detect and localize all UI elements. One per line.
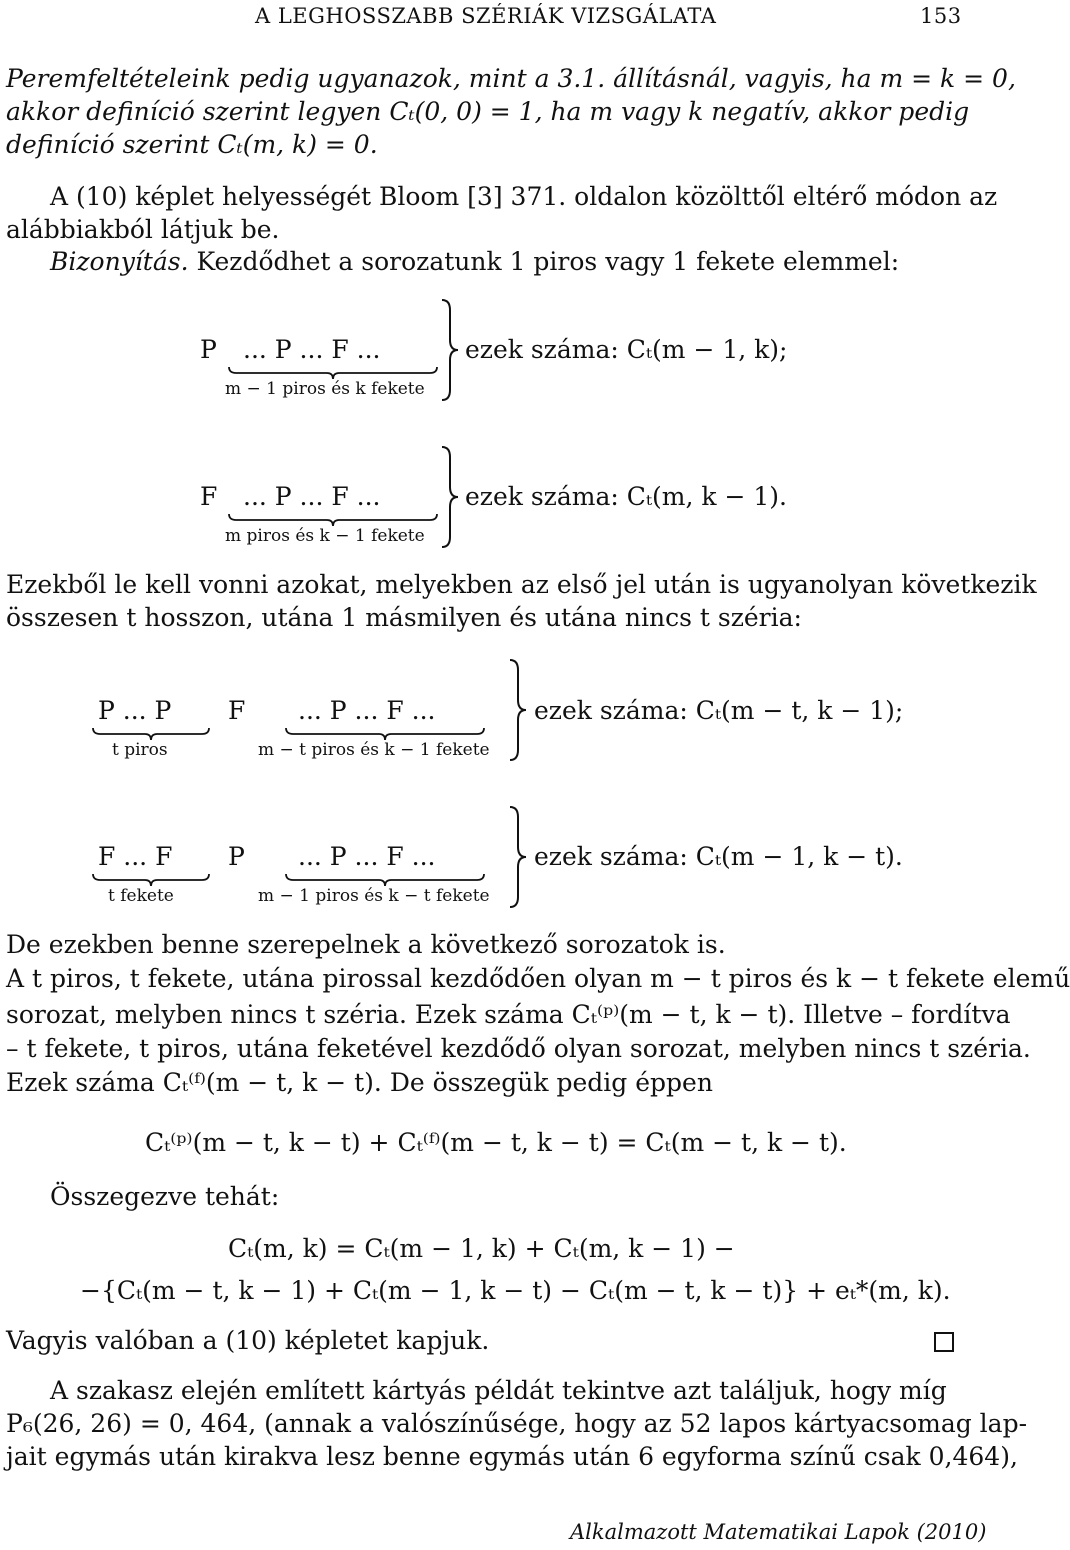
case4-under-label: m − 1 piros és k − t fekete [258, 886, 490, 906]
case2-group: ... P ... F ... [243, 482, 381, 511]
case3-count: ezek száma: Cₜ(m − t, k − 1); [534, 696, 904, 725]
case2-under-label: m piros és k − 1 fekete [225, 526, 425, 546]
case3-run-label: t piros [112, 740, 168, 760]
para1-line2: akkor definíció szerint legyen Cₜ(0, 0) = 1, ha m vagy k negatív, akkor pedig [6, 97, 970, 126]
case4-rightbrace [508, 805, 530, 909]
proof-line [50, 245, 899, 279]
equation-sum: Cₜ⁽ᵖ⁾(m − t, k − t) + Cₜ⁽ᶠ⁾(m − t, k − t) = Cₜ(m − t, k − t). [145, 1128, 847, 1157]
para5-line1: A szakasz elején említett kártyás példát tekintve azt találjuk, hogy míg [50, 1376, 947, 1405]
case4-count: ezek száma: Cₜ(m − 1, k − t). [534, 842, 903, 871]
case1-lead: P [200, 335, 217, 364]
summary-label: Összegezve tehát: [50, 1182, 280, 1211]
case3-under-label: m − t piros és k − 1 fekete [258, 740, 490, 760]
proof-label: Bizonyítás. [50, 247, 189, 276]
para3-line1: Ezekből le kell vonni azokat, melyekben az első jel után is ugyanolyan következik [6, 570, 1037, 599]
conclusion: Vagyis valóban a (10) képletet kapjuk. [6, 1326, 490, 1355]
case1-rightbrace [440, 298, 462, 402]
equation-final-line2: −{Cₜ(m − t, k − 1) + Cₜ(m − 1, k − t) − Cₜ(m − t, k − t)} + eₜ*(m, k). [80, 1276, 951, 1305]
para5-line3: jait egymás után kirakva lesz benne egymás után 6 egyforma színű csak 0,464), [6, 1442, 1018, 1471]
case3-group: ... P ... F ... [298, 696, 436, 725]
para4-line3: sorozat, melyben nincs t széria. Ezek száma Cₜ⁽ᵖ⁾(m − t, k − t). Illetve – fordítva [6, 1000, 1011, 1029]
case1-under-label: m − 1 piros és k fekete [225, 379, 425, 399]
case1-group: ... P ... F ... [243, 335, 381, 364]
para4-line5: Ezek száma Cₜ⁽ᶠ⁾(m − t, k − t). De összegük pedig éppen [6, 1068, 713, 1097]
case3-rightbrace [508, 658, 530, 762]
case2-lead: F [200, 482, 218, 511]
para4-line2: A t piros, t fekete, utána pirossal kezdődően olyan m − t piros és k − t fekete elemű [6, 964, 1070, 993]
equation-final-line1: Cₜ(m, k) = Cₜ(m − 1, k) + Cₜ(m, k − 1) − [228, 1234, 735, 1263]
para2-line2: alábbiakból látjuk be. [6, 215, 280, 244]
para3-line2: összesen t hosszon, utána 1 másmilyen és utána nincs t széria: [6, 603, 802, 632]
case2-count: ezek száma: Cₜ(m, k − 1). [465, 482, 787, 511]
page-number: 153 [920, 4, 962, 28]
para1-line1: Peremfeltételeink pedig ugyanazok, mint a 3.1. állításnál, vagyis, ha m = k = 0, [6, 64, 1016, 93]
case3-run: P ... P [98, 696, 172, 725]
proof-text: Kezdődhet a sorozatunk 1 piros vagy 1 fekete elemmel: [196, 247, 900, 276]
case1-count: ezek száma: Cₜ(m − 1, k); [465, 335, 788, 364]
case4-group: ... P ... F ... [298, 842, 436, 871]
case2-rightbrace [440, 445, 462, 549]
case3-mid: F [228, 696, 246, 725]
journal-footer: Alkalmazott Matematikai Lapok (2010) [570, 1520, 987, 1544]
para1-line3: definíció szerint Cₜ(m, k) = 0. [6, 130, 378, 159]
case4-run-label: t fekete [108, 886, 174, 906]
running-header: A LEGHOSSZABB SZÉRIÁK VIZSGÁLATA [255, 4, 717, 28]
para4-line4: – t fekete, t piros, utána feketével kezdődő olyan sorozat, melyben nincs t széria. [6, 1034, 1031, 1063]
para2-line1: A (10) képlet helyességét Bloom [3] 371. oldalon közölttől eltérő módon az [50, 182, 998, 211]
case4-mid: P [228, 842, 245, 871]
case4-run: F ... F [98, 842, 173, 871]
para4-line1: De ezekben benne szerepelnek a következő sorozatok is. [6, 930, 726, 959]
qed-square [934, 1332, 954, 1352]
para5-line2: P₆(26, 26) = 0, 464, (annak a valószínűsége, hogy az 52 lapos kártyacsomag lap- [6, 1409, 1028, 1438]
